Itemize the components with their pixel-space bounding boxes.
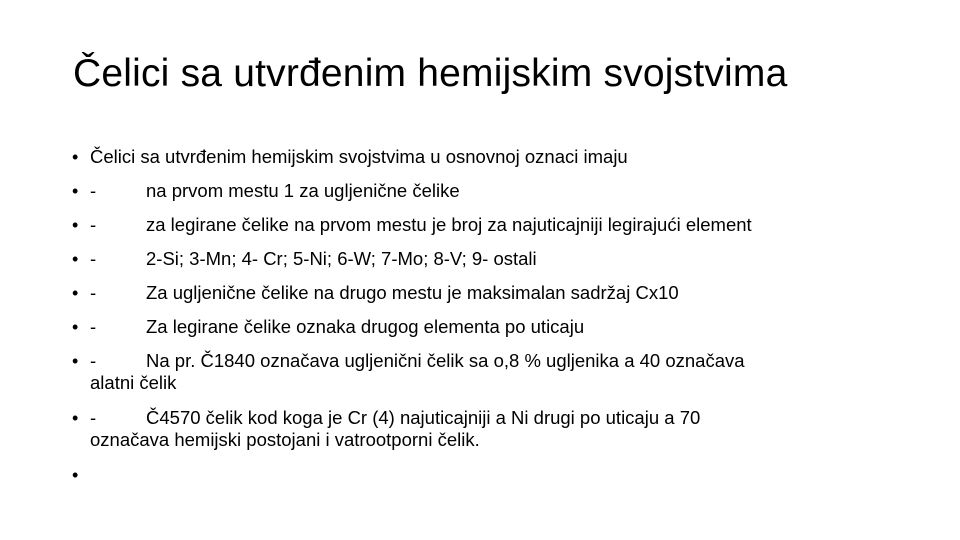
bullet-icon: • bbox=[72, 408, 79, 428]
bullet-list bbox=[72, 146, 932, 485]
list-item bbox=[72, 146, 932, 168]
list-item bbox=[72, 214, 932, 236]
item-text: na prvom mestu 1 za ugljenične čelike bbox=[146, 180, 460, 201]
item-dash: - bbox=[90, 316, 97, 337]
list-item bbox=[72, 350, 932, 394]
item-text: za legirane čelike na prvom mestu je broj za najuticajniji legirajući element bbox=[146, 214, 752, 235]
item-text-continuation: označava hemijski postojani i vatrootporni čelik. bbox=[90, 429, 480, 450]
item-text: Na pr. Č1840 označava ugljenični čelik sa o,8 % ugljenika a 40 označava bbox=[146, 350, 745, 371]
list-item bbox=[72, 316, 932, 338]
item-text: Za legirane čelike oznaka drugog elementa po uticaju bbox=[146, 316, 585, 337]
bullet-icon: • bbox=[72, 249, 79, 269]
item-text: Čelici sa utvrđenim hemijskim svojstvima u osnovnoj oznaci imaju bbox=[90, 146, 628, 167]
bullet-icon: • bbox=[72, 283, 79, 303]
list-item bbox=[72, 407, 932, 451]
item-text-continuation: alatni čelik bbox=[90, 372, 177, 393]
bullet-icon: • bbox=[72, 465, 79, 485]
list-item bbox=[72, 282, 932, 304]
item-dash: - bbox=[90, 180, 97, 201]
item-dash: - bbox=[90, 282, 97, 303]
bullet-icon: • bbox=[72, 215, 79, 235]
bullet-icon: • bbox=[72, 317, 79, 337]
list-item bbox=[72, 248, 932, 270]
bullet-icon: • bbox=[72, 351, 79, 371]
bullet-icon: • bbox=[72, 147, 79, 167]
item-text: Za ugljenične čelike na drugo mestu je maksimalan sadržaj Cx10 bbox=[146, 282, 679, 303]
item-dash: - bbox=[90, 407, 97, 428]
bullet-icon: • bbox=[72, 181, 79, 201]
item-dash: - bbox=[90, 214, 97, 235]
item-dash: - bbox=[90, 350, 97, 371]
item-text: Č4570 čelik kod koga je Cr (4) najuticajniji a Ni drugi po uticaju a 70 bbox=[146, 407, 701, 428]
item-dash: - bbox=[90, 248, 97, 269]
list-item bbox=[72, 180, 932, 202]
slide-title: Čelici sa utvrđenim hemijskim svojstvima bbox=[73, 52, 788, 95]
item-text: 2-Si; 3-Mn; 4- Cr; 5-Ni; 6-W; 7-Mo; 8-V; 9- ostali bbox=[146, 248, 537, 269]
